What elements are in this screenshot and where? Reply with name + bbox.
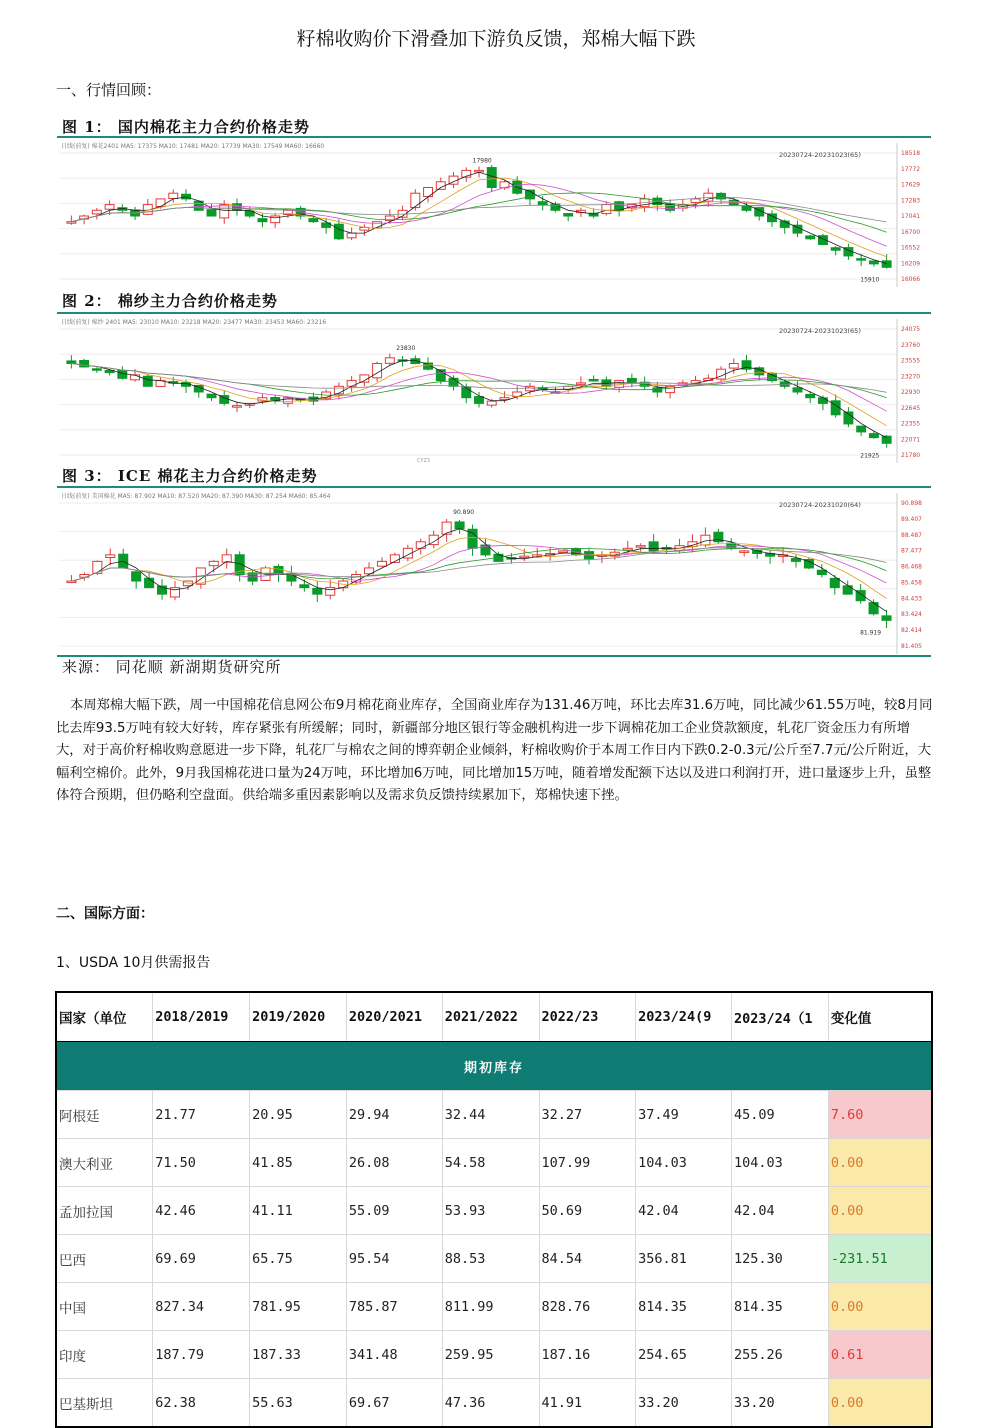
candle-down <box>857 426 866 432</box>
value-cell: 42.46 <box>153 1187 250 1235</box>
figure-1-chart <box>57 139 931 287</box>
y-tick-label: 24075 <box>901 326 921 333</box>
table-header-cell: 国家（单位 <box>56 992 153 1042</box>
candle-up <box>105 205 114 210</box>
value-cell: 50.69 <box>539 1187 636 1235</box>
value-cell: 827.34 <box>153 1283 250 1331</box>
candle-down <box>806 394 815 397</box>
y-tick-label: 17283 <box>901 197 921 205</box>
y-tick-label: 22930 <box>901 389 921 396</box>
y-tick-label: 18518 <box>901 150 921 157</box>
y-tick-label: 16066 <box>901 276 921 283</box>
low-price-label: 81.919 <box>860 629 882 637</box>
table-header-row <box>56 992 932 1042</box>
value-cell: 65.75 <box>250 1235 347 1283</box>
high-price-label: 90.890 <box>453 509 475 517</box>
candle-up <box>475 170 484 172</box>
value-cell: 356.81 <box>636 1235 732 1283</box>
candle-down <box>791 559 800 562</box>
candle-up <box>520 556 529 558</box>
y-tick-label: 87.477 <box>901 547 922 555</box>
value-cell: 107.99 <box>539 1139 636 1187</box>
table-header-cell: 2020/2021 <box>346 992 442 1042</box>
candle-down <box>806 236 815 239</box>
value-cell: 187.16 <box>539 1331 636 1379</box>
candle-up <box>67 222 76 224</box>
y-tick-label: 23760 <box>901 341 921 349</box>
value-cell: 187.79 <box>153 1331 250 1379</box>
table-header-cell: 2022/23 <box>539 992 636 1042</box>
candle-up <box>559 551 568 553</box>
y-tick-label: 83.424 <box>901 611 922 619</box>
change-cell: 0.00 <box>828 1379 932 1428</box>
candle-down <box>220 396 229 404</box>
y-tick-label: 17629 <box>901 181 921 189</box>
candle-down <box>742 206 751 210</box>
candle-down <box>475 397 484 404</box>
value-cell: 47.36 <box>442 1379 539 1428</box>
market-commentary-paragraph: 本周郑棉大幅下跌，周一中国棉花信息网公布9月棉花商业库存，全国商业库存为131.46万吨，环比去库31.6万吨，同比减少61.55万吨，较8月同比去库93.5万吨有较大好转，库存紧张有所缓解；同时，新疆部分地区银行等金融机构进一步下调棉花加工企业贷款额度，轧花厂资金压力有所增大，对于高价籽棉收购意愿进一步下降，轧花厂与棉农之间的博弈朝企业倾斜，籽棉收购价于本周工作日内下跌0.2-0.3元/公斤至7.7元/公斤附近，大幅利空棉价。此外，9月我国棉花进口量为24万吨，环比增加6万吨，同比增加15万吨，随着增发配额下达以及进口利润打开，进口量逐步上升，虽整体符合预期，但仍略利空盘面。供给端多重因素影响以及需求负反馈持续累加下，郑棉快速下挫。 <box>56 698 933 803</box>
table-row <box>56 1139 932 1187</box>
y-tick-label: 89.407 <box>901 515 922 523</box>
y-tick-label: 84.433 <box>901 595 922 603</box>
value-cell: 814.35 <box>731 1283 828 1331</box>
candle-down <box>455 522 464 529</box>
country-cell: 巴西 <box>56 1235 153 1283</box>
value-cell: 69.67 <box>346 1379 442 1428</box>
candle-down <box>869 603 878 614</box>
candle-up <box>67 581 76 583</box>
y-tick-label: 23555 <box>901 357 921 365</box>
value-cell: 69.69 <box>153 1235 250 1283</box>
moving-average-line <box>72 529 887 612</box>
table-header-cell: 变化值 <box>828 992 932 1042</box>
candle-down <box>831 248 840 250</box>
value-cell: 785.87 <box>346 1283 442 1331</box>
candle-down <box>118 370 127 378</box>
candle-down <box>67 361 76 364</box>
candle-up <box>169 193 178 198</box>
candle-up <box>576 383 585 385</box>
candle-up <box>424 188 433 197</box>
candle-down <box>564 214 573 216</box>
candle-up <box>347 381 356 387</box>
value-cell: 42.04 <box>731 1187 828 1235</box>
candle-up <box>436 182 445 190</box>
chart-legend: 日线(前复) 美国棉花 MA5: 87.902 MA10: 87.520 MA20: 87.390 MA30: 87.254 MA60: 85.464 <box>61 493 331 500</box>
candle-down <box>869 261 878 264</box>
low-price-label: 15910 <box>860 276 880 284</box>
country-cell: 孟加拉国 <box>56 1187 153 1235</box>
figure-3-candlestick-svg <box>57 489 931 654</box>
value-cell: 32.27 <box>539 1091 636 1139</box>
chart-date-range: 20230724-20231020(64) <box>779 501 861 509</box>
table-header-cell: 2023/24（1 <box>731 992 828 1042</box>
value-cell: 41.91 <box>539 1379 636 1428</box>
value-cell: 259.95 <box>442 1331 539 1379</box>
figure-2-caption: 图 2： 棉纱主力合约价格走势 <box>62 292 278 310</box>
candle-up <box>487 401 496 405</box>
contract-code-label: CYZ3 <box>417 458 431 463</box>
table-band-row <box>56 1042 932 1091</box>
value-cell: 84.54 <box>539 1235 636 1283</box>
candle-down <box>817 570 826 574</box>
document-title: 籽棉收购价下滑叠加下游负反馈，郑棉大幅下跌 <box>296 28 696 50</box>
candle-up <box>666 386 675 392</box>
usda-supply-demand-table <box>55 991 933 1428</box>
value-cell: 26.08 <box>346 1139 442 1187</box>
candle-down <box>207 394 216 398</box>
y-tick-label: 85.458 <box>901 579 922 587</box>
y-tick-label: 86.468 <box>901 563 922 571</box>
table-row <box>56 1235 932 1283</box>
y-tick-label: 23270 <box>901 373 921 381</box>
change-cell: 0.00 <box>828 1139 932 1187</box>
figure-2-chart <box>57 315 931 463</box>
value-cell: 33.20 <box>731 1379 828 1428</box>
figure-3-top-rule <box>57 486 931 488</box>
value-cell: 55.63 <box>250 1379 347 1428</box>
y-tick-label: 16700 <box>901 228 921 236</box>
candle-up <box>156 199 165 207</box>
value-cell: 828.76 <box>539 1283 636 1331</box>
value-cell: 781.95 <box>250 1283 347 1331</box>
candle-up <box>326 588 335 596</box>
candle-up <box>106 555 115 558</box>
table-header-cell: 2023/24(9 <box>636 992 732 1042</box>
candle-up <box>636 546 645 548</box>
candle-up <box>373 364 382 378</box>
candle-down <box>487 168 496 188</box>
candle-down <box>882 616 891 620</box>
figure-2-candlestick-svg <box>57 315 931 463</box>
candle-up <box>233 406 242 408</box>
candle-up <box>442 522 451 534</box>
chart-legend: 日线(前复) 棉花2401 MA5: 17375 MA10: 17481 MA20: 17739 MA30: 17549 MA60: 16660 <box>61 143 325 150</box>
value-cell: 33.20 <box>636 1379 732 1428</box>
candle-down <box>729 200 738 204</box>
chart-date-range: 20230724-20231023(65) <box>779 327 861 335</box>
change-cell: -231.51 <box>828 1235 932 1283</box>
candle-up <box>220 205 229 218</box>
candle-down <box>869 434 878 438</box>
candle-up <box>701 535 710 545</box>
candle-down <box>313 588 322 594</box>
y-tick-label: 16209 <box>901 260 921 268</box>
country-cell: 巴基斯坦 <box>56 1379 153 1428</box>
value-cell: 62.38 <box>153 1379 250 1428</box>
value-cell: 45.09 <box>731 1091 828 1139</box>
candle-up <box>347 233 356 238</box>
table-row <box>56 1187 932 1235</box>
candle-up <box>717 369 726 379</box>
figure-2-top-rule <box>57 312 931 314</box>
candle-up <box>623 548 632 550</box>
candle-down <box>793 388 802 392</box>
candle-up <box>740 551 749 553</box>
figure-1-caption: 图 1： 国内棉花主力合约价格走势 <box>62 118 310 136</box>
candle-down <box>143 376 152 386</box>
candle-down <box>334 224 343 239</box>
candle-up <box>602 205 611 214</box>
y-tick-label: 82.414 <box>901 627 922 635</box>
candle-down <box>627 378 636 382</box>
high-price-label: 17980 <box>472 157 492 165</box>
change-cell: 0.61 <box>828 1331 932 1379</box>
value-cell: 21.77 <box>153 1091 250 1139</box>
candle-up <box>209 561 218 565</box>
candle-down <box>462 387 471 398</box>
table-header-cell: 2018/2019 <box>153 992 250 1042</box>
value-cell: 37.49 <box>636 1091 732 1139</box>
y-tick-label: 22355 <box>901 420 921 428</box>
candle-up <box>411 193 420 207</box>
moving-average-line <box>71 172 886 263</box>
value-cell: 104.03 <box>636 1139 732 1187</box>
moving-average-line <box>71 184 886 246</box>
y-tick-label: 22071 <box>901 436 921 444</box>
candle-up <box>271 216 280 223</box>
y-tick-label: 22645 <box>901 404 921 412</box>
y-tick-label: 81.405 <box>901 643 922 650</box>
value-cell: 95.54 <box>346 1235 442 1283</box>
candle-down <box>258 219 267 222</box>
country-cell: 中国 <box>56 1283 153 1331</box>
value-cell: 53.93 <box>442 1187 539 1235</box>
section-heading-market-review: 一、行情回顾： <box>56 81 162 99</box>
chart-date-range: 20230724-20231023(65) <box>779 151 861 159</box>
change-cell: 0.00 <box>828 1187 932 1235</box>
table-row <box>56 1091 932 1139</box>
table-header-cell: 2021/2022 <box>442 992 539 1042</box>
value-cell: 104.03 <box>731 1139 828 1187</box>
candle-down <box>207 210 216 216</box>
figure-source: 来源： 同花顺 新湖期货研究所 <box>62 658 282 676</box>
figure-3-chart <box>57 489 931 654</box>
change-cell: 7.60 <box>828 1091 932 1139</box>
chart-legend: 日线(前复) 棉纱 2401 MA5: 23010 MA10: 23218 MA20: 23477 MA30: 23453 MA60: 23216 <box>61 319 327 326</box>
value-cell: 88.53 <box>442 1235 539 1283</box>
value-cell: 42.04 <box>636 1187 732 1235</box>
value-cell: 125.30 <box>731 1235 828 1283</box>
candle-down <box>857 259 866 261</box>
value-cell: 255.26 <box>731 1331 828 1379</box>
candle-down <box>589 379 598 381</box>
value-cell: 29.94 <box>346 1091 442 1139</box>
value-cell: 55.09 <box>346 1187 442 1235</box>
high-price-label: 23830 <box>396 344 416 352</box>
value-cell: 254.65 <box>636 1331 732 1379</box>
candle-down <box>80 360 89 366</box>
candle-down <box>830 578 839 587</box>
y-tick-label: 17041 <box>901 213 921 220</box>
candle-up <box>729 364 738 369</box>
section-heading-international: 二、国际方面： <box>56 906 154 922</box>
candle-up <box>500 398 509 400</box>
candle-down <box>882 261 891 267</box>
candle-up <box>416 542 425 549</box>
candle-down <box>653 388 662 392</box>
candle-up <box>377 561 386 566</box>
value-cell: 341.48 <box>346 1331 442 1379</box>
y-tick-label: 90.898 <box>901 500 922 507</box>
value-cell: 41.11 <box>250 1187 347 1235</box>
candle-up <box>385 358 394 363</box>
country-cell: 澳大利亚 <box>56 1139 153 1187</box>
value-cell: 41.85 <box>250 1139 347 1187</box>
candle-down <box>717 193 726 199</box>
value-cell: 814.35 <box>636 1283 732 1331</box>
candle-up <box>691 199 700 203</box>
value-cell: 54.58 <box>442 1139 539 1187</box>
y-tick-label: 21780 <box>901 452 921 459</box>
y-tick-label: 16552 <box>901 244 921 252</box>
candle-down <box>449 378 458 386</box>
candle-down <box>300 585 309 588</box>
y-tick-label: 88.487 <box>901 531 922 539</box>
y-tick-label: 17772 <box>901 165 921 173</box>
country-cell: 阿根廷 <box>56 1091 153 1139</box>
value-cell: 32.44 <box>442 1091 539 1139</box>
candle-down <box>145 578 154 587</box>
candle-down <box>92 369 101 371</box>
figure-1-top-rule <box>57 136 931 138</box>
candle-down <box>309 219 318 222</box>
value-cell: 811.99 <box>442 1283 539 1331</box>
change-cell: 0.00 <box>828 1283 932 1331</box>
figure-3-caption: 图 3： ICE 棉花主力合约价格走势 <box>62 467 318 485</box>
table-row <box>56 1283 932 1331</box>
table-row <box>56 1331 932 1379</box>
value-cell: 187.33 <box>250 1331 347 1379</box>
band-label-beginning-stocks: 期初库存 <box>56 1042 932 1091</box>
candle-down <box>818 398 827 404</box>
moving-average-line <box>72 545 887 583</box>
table-header-cell: 2019/2020 <box>250 992 347 1042</box>
subsection-usda-report: 1、USDA 10月供需报告 <box>56 955 211 971</box>
value-cell: 20.95 <box>250 1091 347 1139</box>
moving-average-line <box>71 178 886 257</box>
candle-down <box>649 542 658 551</box>
candle-down <box>538 202 547 205</box>
low-price-label: 21925 <box>860 452 880 460</box>
moving-average-line <box>71 197 886 222</box>
country-cell: 印度 <box>56 1331 153 1379</box>
value-cell: 71.50 <box>153 1139 250 1187</box>
candle-down <box>132 572 141 581</box>
figure-1-candlestick-svg <box>57 139 931 287</box>
candle-up <box>92 210 101 214</box>
